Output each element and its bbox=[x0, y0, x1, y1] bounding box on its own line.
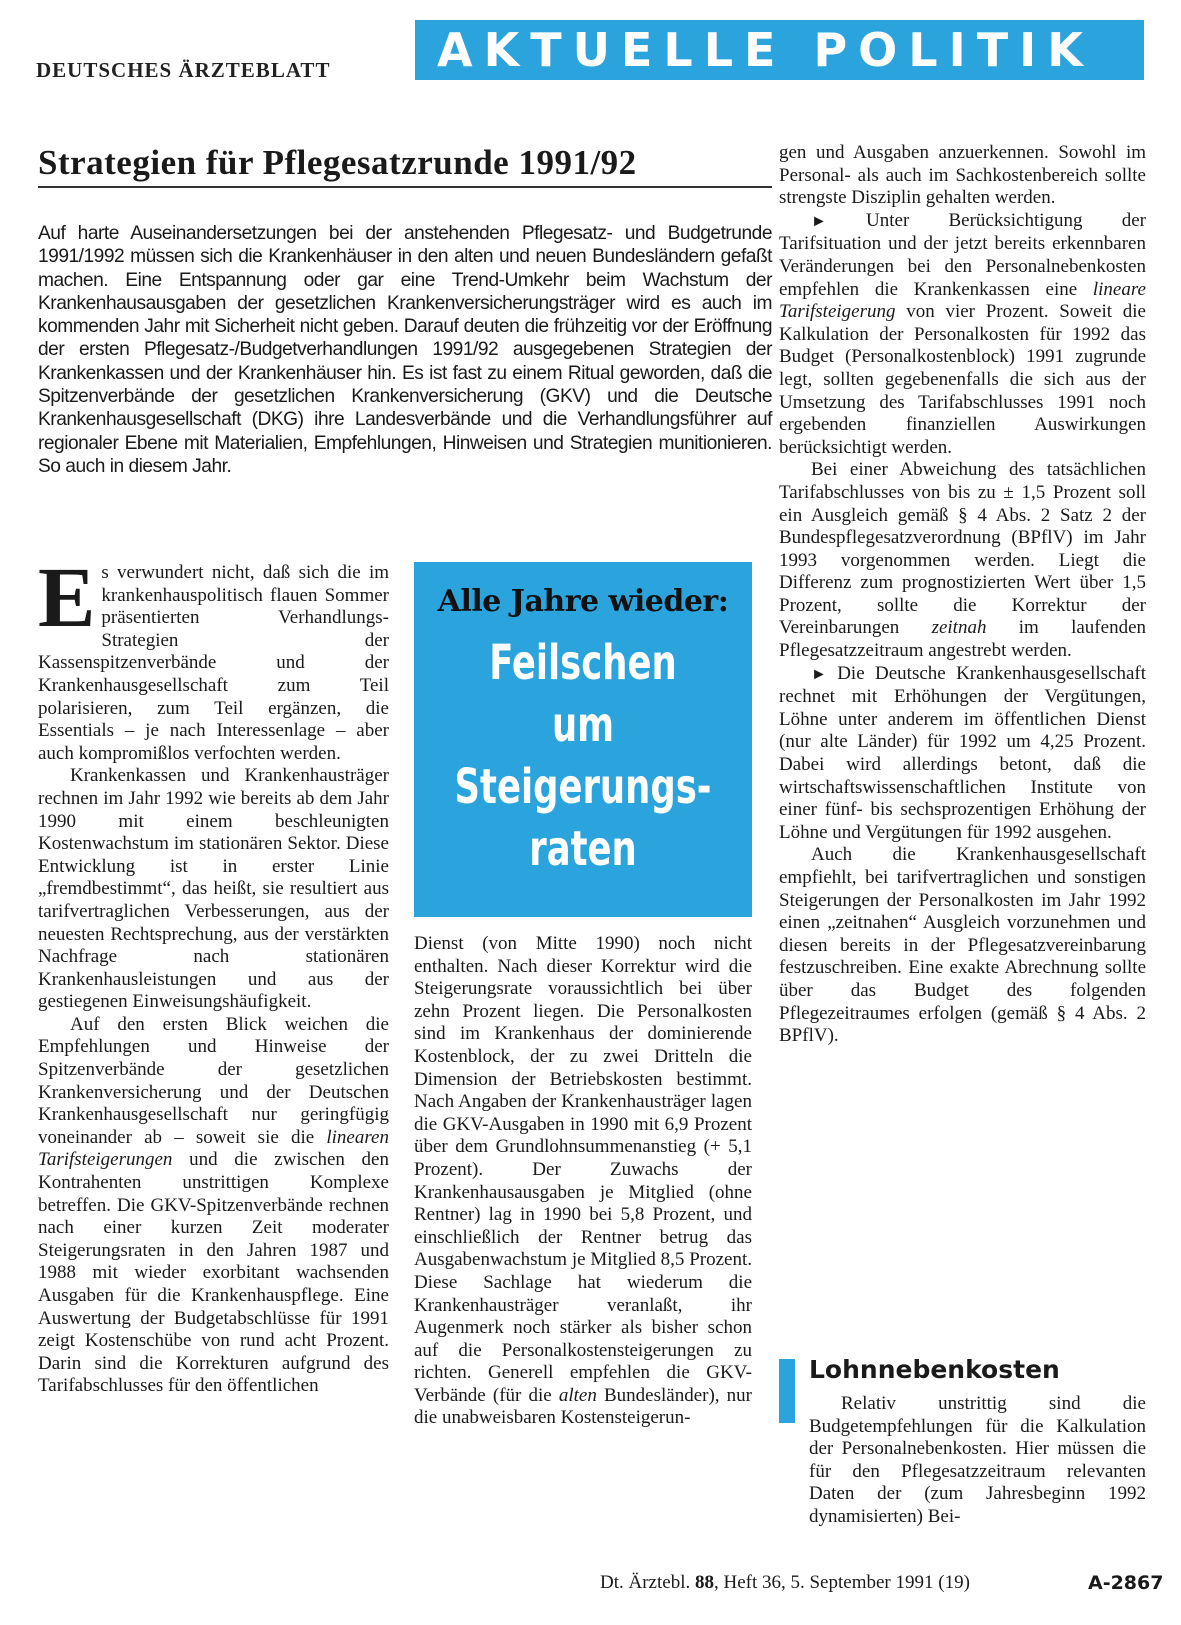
citation-text: , Heft 36, 5. September 1991 (19) bbox=[713, 1572, 970, 1593]
citation-text: Dt. Ärztebl. bbox=[600, 1572, 695, 1593]
paragraph: Krankenkassen und Krankenhausträger rechnen im Jahr 1992 wie bereits ab dem Jahr 1990 mit einem beschleunigten Kostenwachstum im stationären Sektor. Diese Entwicklung ist in erster Linie „fremdbestimmt“, das heißt, sie resultiert aus tarifvertraglichen Verbesserungen, aus der neuesten Rechtsprechung, aus der verstärkten Nachfrage nach stationären Krankenhausleistungen und aus der gestiegenen Einweisungshäufigkeit. bbox=[38, 765, 389, 1013]
journal-name: DEUTSCHES ÄRZTEBLATT bbox=[36, 58, 331, 82]
citation-volume: 88 bbox=[694, 1572, 714, 1593]
column-3-continued bbox=[809, 1393, 1146, 1529]
paragraph bbox=[414, 933, 752, 1430]
paragraph-text: und die zwischen den Kontrahenten unstrittigen Komplexe betreffen. Die GKV-Spitzenverbände rechnen nach einer kurzen Zeit moderater Steigerungsraten in den Jahren 1987 und 1988 mit wieder exorbitant wachsenden Ausgaben für die Krankenhauspflege. Eine Auswertung der Budgetabschlüsse für 1991 zeigt Kostenschübe von rund acht Prozent. Darin sind die Korrekturen aufgrund des Tarifabschlusses für den öffentlichen bbox=[38, 1149, 389, 1397]
article-lead: Auf harte Auseinandersetzungen bei der anstehenden Pflegesatz- und Budgetrunde 1991/1992 müssen sich die Krankenhäuser in den alten und neuen Bundesländern gefaßt machen. Eine Entspannung oder gar eine Trend-Umkehr beim Wachstum der Krankenhausausgaben der gesetzlichen Krankenversicherungsträger wird es auch im kommenden Jahr mit Sicherheit nicht geben. Darauf deuten die frühzeitig vor der Eröffnung der ersten Pflegesatz-/Budgetverhandlungen 1991/92 ausgegebenen Strategien der Krankenkassen und der Krankenhäuser hin. Es ist fast zu einem Ritual geworden, daß die Spitzenverbände der gesetzlichen Krankenversicherung (GKV) und die Deutsche Krankenhausgesellschaft (DKG) ihre Landesverbände und die Verhandlungsführer auf regionaler Ebene mit Materialien, Empfehlungen, Hinweisen und Strategien munitionieren. So auch in diesem Jahr. bbox=[38, 223, 772, 477]
box-headline-line: um bbox=[551, 697, 615, 753]
paragraph bbox=[779, 459, 1146, 662]
paragraph bbox=[779, 210, 1146, 460]
column-2 bbox=[414, 933, 752, 1430]
column-1 bbox=[38, 549, 389, 1398]
emphasis: alten bbox=[558, 1384, 597, 1406]
title-rule bbox=[38, 186, 772, 188]
drop-cap: E bbox=[38, 549, 96, 645]
emphasis: lineare Tarifsteigerung bbox=[779, 278, 1146, 323]
paragraph: Relativ unstrittig sind die Budgetempfehlungen für die Kalkulation der Personalnebenkosten. Hier müssen die für den Pflegesatzzeitraum relevanten Daten der (zum Jahresbeginn 1992 dynamisierten) Bei- bbox=[809, 1393, 1146, 1527]
box-headline bbox=[444, 632, 721, 880]
box-headline-line: Feilschen bbox=[489, 635, 677, 691]
article-title: Strategien für Pflegesatzrunde 1991/92 bbox=[38, 143, 637, 182]
paragraph bbox=[779, 663, 1146, 845]
subheading: Lohnnebenkosten bbox=[809, 1355, 1060, 1384]
paragraph: gen und Ausgaben anzuerkennen. Sowohl im Personal- als auch im Sachkostenbereich sollte strengste Disziplin gehalten werden. bbox=[779, 142, 1146, 209]
paragraph-text: Bei einer Abweichung des tatsächlichen Tarifabschlusses von bis zu ± 1,5 Prozent soll ein Ausgleich gemäß § 4 Abs. 2 Satz 2 der Bundespflegesatzverordnung (BPflV) im Jahr 1993 vorgenommen werden. Liegt die Differenz zum prognostizierten Wert über 1,5 Prozent, sollte die Korrektur der Vereinbarungen bbox=[779, 459, 1146, 639]
subhead-marker bbox=[779, 1359, 795, 1423]
headline-box bbox=[414, 562, 752, 917]
paragraph-text: Unter Berücksichtigung der Tarifsituation und der jetzt bereits erkennbaren Veränderungen bei den Personalnebenkosten empfehlen die Krankenkassen eine bbox=[779, 209, 1146, 300]
paragraph: Auch die Krankenhausgesellschaft empfiehlt, bei tarifvertraglichen und sonstigen Steigerungen der Personalkosten im Jahr 1992 einen „zeitnahen“ Ausgleich vorzunehmen und diesen bereits in der Pflegesatzvereinbarung festzuschreiben. Eine exakte Abrechnung sollte über das Budget des folgenden Pflegezeitraumes erfolgen (gemäß § 4 Abs. 2 BPflV). bbox=[779, 844, 1146, 1047]
paragraph-text: im laufenden Pflegesatzzeitraum angestrebt werden. bbox=[779, 617, 1147, 662]
paragraph-text: Dienst (von Mitte 1990) noch nicht enthalten. Nach dieser Korrektur wird die Steigerungsrate voraussichtlich bei über zehn Prozent liegen. Die Personalkosten sind im Krankenhaus der dominierende Kostenblock, der zu zwei Dritteln die Dimension der Betriebskosten bestimmt. Nach Angaben der Krankenhausträger lagen die GKV-Ausgaben in 1990 mit 6,9 Prozent über dem Grundlohnsummenanstieg (+ 5,1 Prozent). Der Zuwachs der Krankenhausausgaben je Mitglied (ohne Rentner) lag in 1990 bei 5,8 Prozent, und einschließlich der Rentner betrug das Ausgabenwachstum je Mitglied 8,5 Prozent. Diese Sachlage hat wiederum die Krankenhausträger veranlaßt, ihr Augenmerk noch stärker als bisher schon auf die Personalkostensteigerungen zu richten. Generell empfehlen die GKV-Verbände (für die bbox=[414, 933, 752, 1406]
box-kicker: Alle Jahre wieder: bbox=[437, 584, 729, 619]
emphasis: zeitnah bbox=[931, 617, 987, 639]
paragraph-text: s verwundert nicht, daß sich die im krankenhauspolitisch flauen Sommer präsentierten Verhandlungs-Strategien der Kassenspitzenverbände und der Krankenhausgesellschaft zum Teil polarisieren, zum Teil ergänzen, die Essentials – je nach Interessenlage – aber auch kompromißlos verfochten werden. bbox=[38, 562, 389, 764]
bullet-arrow-icon: ► bbox=[811, 212, 827, 230]
paragraph-text: Die Deutsche Krankenhausgesellschaft rechnet mit Erhöhungen der Vergütungen, Löhne unter anderem im öffentlichen Dienst (nur alte Länder) für 1992 um 4,25 Prozent. Dabei wird allerdings betont, daß die wirtschaftswissenschaftlichen Institute von einer fünf- bis sechsprozentigen Erhöhung der Löhne und Vergütungen für 1992 ausgehen. bbox=[779, 662, 1146, 843]
paragraph-text: von vier Prozent. Soweit die Kalkulation der Personalkosten für 1992 das Budget (Personalkostenblock) 1991 zugrunde legt, sollten gegebenenfalls die sich aus der Umsetzung des Tarifabschlusses 1991 noch ergebenden finanziellen Auswirkungen berücksichtigt werden. bbox=[779, 301, 1146, 458]
citation bbox=[600, 1572, 970, 1594]
paragraph-text: Bundesländer), nur die unabweisbaren Kostensteigerun- bbox=[414, 1384, 752, 1429]
paragraph bbox=[38, 549, 389, 765]
page-number: A-2867 bbox=[1088, 1572, 1164, 1594]
paragraph bbox=[38, 1014, 389, 1398]
paragraph-text: Auf den ersten Blick weichen die Empfehlungen und Hinweise der Spitzenverbände der gesetzlichen Krankenversicherung und der Deutschen Krankenhausgesellschaft nur geringfügig voneinander ab – soweit sie die bbox=[38, 1013, 389, 1148]
box-headline-line: raten bbox=[529, 821, 637, 877]
section-banner: AKTUELLE POLITIK bbox=[415, 20, 1144, 80]
box-headline-line: Steigerungs- bbox=[454, 759, 712, 815]
emphasis: linearen Tarifsteigerungen bbox=[38, 1126, 389, 1171]
column-3 bbox=[779, 142, 1146, 1048]
bullet-arrow-icon: ► bbox=[811, 665, 827, 683]
